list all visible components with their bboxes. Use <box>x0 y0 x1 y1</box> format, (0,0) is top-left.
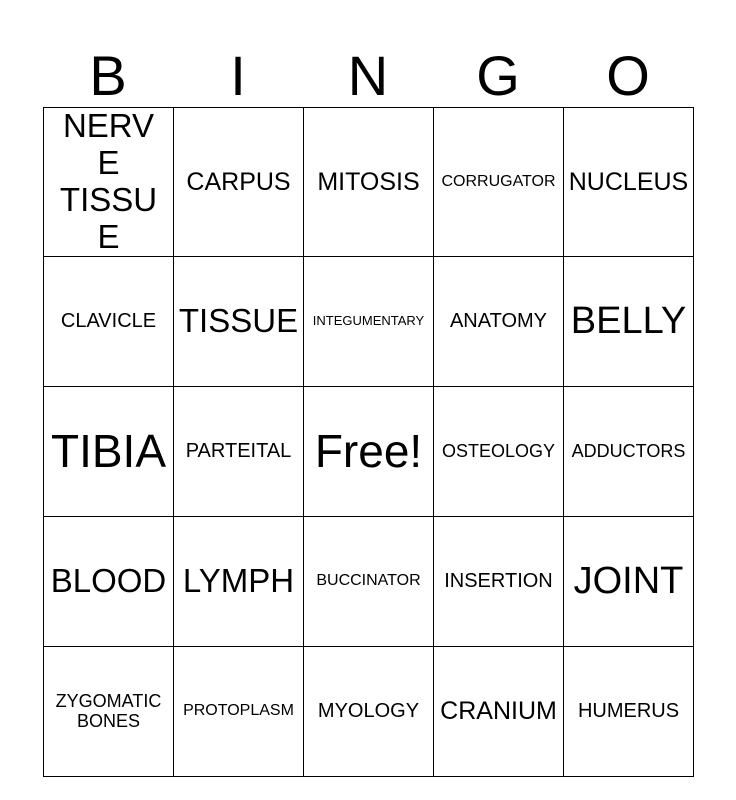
bingo-cell[interactable] <box>44 386 174 516</box>
bingo-cell[interactable] <box>434 256 564 386</box>
bingo-header <box>43 44 693 108</box>
cell-label: ANATOMY <box>449 310 548 333</box>
cell-label: BUCCINATOR <box>316 572 421 590</box>
bingo-cell[interactable] <box>564 108 694 257</box>
cell-label: PROTOPLASM <box>183 702 294 720</box>
bingo-cell[interactable] <box>174 646 304 776</box>
bingo-cell[interactable] <box>304 516 434 646</box>
cell-label: CARPUS <box>186 167 291 196</box>
bingo-cell[interactable] <box>304 646 434 776</box>
cell-label: OSTEOLOGY <box>441 441 556 462</box>
bingo-cell[interactable] <box>564 646 694 776</box>
header-letter-n: N <box>347 44 389 107</box>
cell-label: ZYGOMATIC BONES <box>55 691 162 732</box>
bingo-cell[interactable] <box>174 516 304 646</box>
cell-label: NERVE TISSUE <box>59 107 158 255</box>
bingo-cell[interactable] <box>304 108 434 257</box>
cell-label: PARTEITAL <box>185 440 292 463</box>
bingo-cell[interactable] <box>564 386 694 516</box>
bingo-cell[interactable] <box>304 256 434 386</box>
bingo-cell[interactable] <box>174 386 304 516</box>
cell-label: JOINT <box>573 560 684 603</box>
bingo-cell[interactable] <box>434 646 564 776</box>
board-row <box>44 386 694 516</box>
cell-label: NUCLEUS <box>568 167 689 196</box>
cell-label: ADDUCTORS <box>571 441 686 462</box>
bingo-cell[interactable] <box>434 516 564 646</box>
bingo-cell[interactable] <box>174 108 304 257</box>
header-letter-g: G <box>476 44 520 107</box>
board-row <box>44 516 694 646</box>
cell-label: BLOOD <box>50 561 167 599</box>
cell-label: INSERTION <box>444 570 553 593</box>
header-letter-o: O <box>606 44 650 107</box>
cell-label: MITOSIS <box>317 167 420 196</box>
cell-label: CRANIUM <box>440 697 557 726</box>
cell-label: TIBIA <box>50 424 167 477</box>
bingo-cell[interactable] <box>44 256 174 386</box>
board-row <box>44 256 694 386</box>
cell-label: INTEGUMENTARY <box>312 313 425 329</box>
bingo-board <box>43 107 694 777</box>
bingo-cell[interactable] <box>174 256 304 386</box>
cell-label: BELLY <box>570 300 687 343</box>
bingo-cell[interactable] <box>44 108 174 257</box>
board-row <box>44 108 694 257</box>
cell-label: TISSUE <box>178 301 299 339</box>
cell-label: CLAVICLE <box>60 310 157 333</box>
free-space-label: Free! <box>314 424 423 477</box>
header-letter-b: B <box>89 44 127 107</box>
bingo-cell[interactable] <box>44 516 174 646</box>
cell-label: MYOLOGY <box>317 700 420 723</box>
bingo-cell[interactable] <box>44 646 174 776</box>
cell-label: LYMPH <box>182 561 295 599</box>
board-row <box>44 646 694 776</box>
bingo-cell[interactable] <box>564 516 694 646</box>
cell-label: HUMERUS <box>577 700 680 723</box>
header-letter-i: I <box>230 44 246 107</box>
free-space-cell[interactable] <box>304 386 434 516</box>
cell-label: CORRUGATOR <box>441 172 556 190</box>
bingo-cell[interactable] <box>434 108 564 257</box>
bingo-cell[interactable] <box>564 256 694 386</box>
bingo-cell[interactable] <box>434 386 564 516</box>
